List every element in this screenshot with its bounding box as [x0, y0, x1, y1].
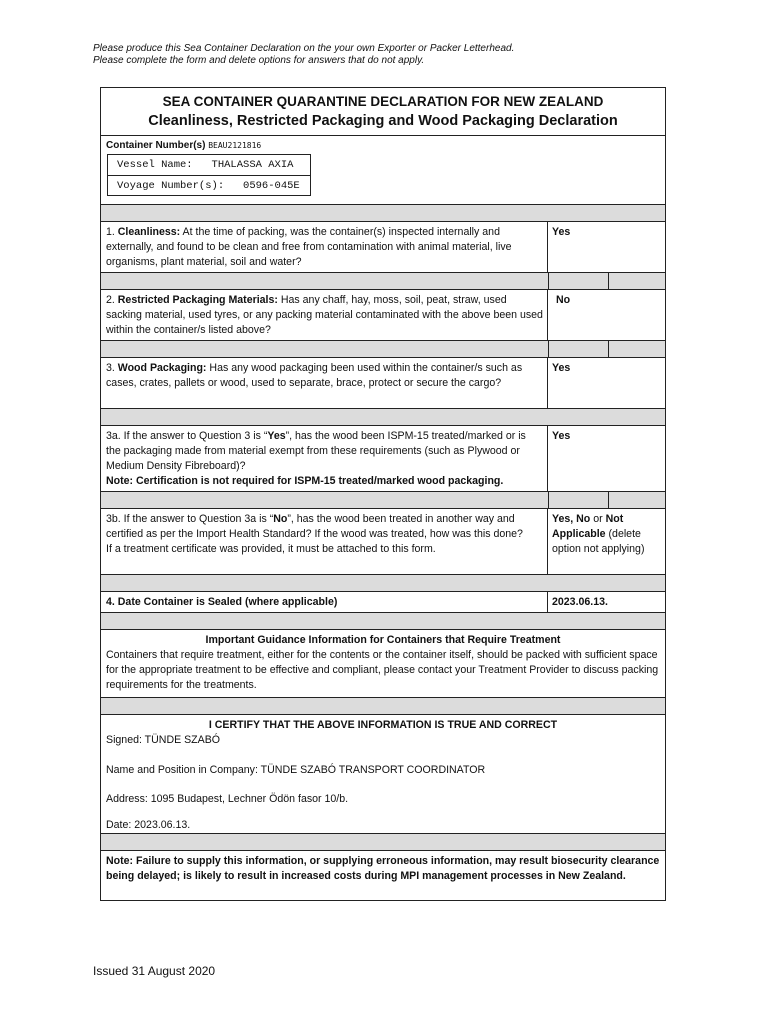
- question-1-answer[interactable]: Yes: [552, 226, 571, 238]
- question-3b-row: [101, 508, 665, 574]
- question-1-row: [101, 221, 665, 272]
- spacer-row: [101, 408, 665, 425]
- spacer-row: [101, 340, 665, 357]
- spacer-row: [101, 272, 665, 289]
- question-2-text: 2. Restricted Packaging Materials: Has any chaff, hay, moss, soil, peat, straw, used sacking material, used tyres, or any packing material contaminated with the above been used within the container/s listed above?: [101, 290, 548, 340]
- name-position-field[interactable]: Name and Position in Company: TÜNDE SZABÓ TRANSPORT COORDINATOR: [106, 764, 486, 776]
- instruction-line-1: Please produce this Sea Container Declaration on the your own Exporter or Packer Letterhead.: [93, 43, 515, 54]
- vessel-name-field[interactable]: Vessel Name: THALASSA AXIA: [108, 155, 310, 176]
- question-1-text: 1. Cleanliness: At the time of packing, was the container(s) inspected internally and externally, and found to be clean and free from contamination with animal material, live organisms, plant material, soil and water?: [101, 222, 548, 272]
- spacer-row: [101, 204, 665, 221]
- spacer-row: [101, 574, 665, 591]
- spacer-row: [101, 491, 665, 508]
- container-section: [101, 135, 665, 204]
- note-section: Note: Failure to supply this information, or supplying erroneous information, may result biosecurity clearance being delayed; is likely to result in increased costs during MPI management processes in New Zealand.: [101, 850, 665, 900]
- question-3a-text: 3a. If the answer to Question 3 is “Yes”, has the wood been ISPM-15 treated/marked or is the packaging made from material exempt from these requirements (such as Plywood or Medium Density Fibreboard)? Note: Certification is not required for ISPM-15 treated/marked wood packaging.: [101, 426, 548, 491]
- certification-section: [101, 714, 665, 833]
- certification-title: I CERTIFY THAT THE ABOVE INFORMATION IS TRUE AND CORRECT: [208, 719, 558, 731]
- question-3b-answer[interactable]: Yes, No or Not Applicable (delete option not applying): [552, 513, 645, 555]
- instructions: [93, 43, 514, 67]
- voyage-number-field[interactable]: Voyage Number(s): 0596-045E: [117, 180, 300, 192]
- question-3a-row: [101, 425, 665, 491]
- guidance-section: [101, 629, 665, 697]
- question-3-answer[interactable]: Yes: [552, 362, 571, 374]
- question-3b-text: 3b. If the answer to Question 3a is “No”, has the wood been treated in another way and certified as per the Import Health Standard? If the wood was treated, how was this done? If a treatment certificate was provided, it must be attached to this form.: [101, 509, 548, 574]
- issued-date: Issued 31 August 2020: [93, 964, 216, 978]
- question-3-row: [101, 357, 665, 408]
- instruction-line-2: Please complete the form and delete options for answers that do not apply.: [93, 55, 425, 66]
- question-3-text: 3. Wood Packaging: Has any wood packaging been used within the container/s such as cases, crates, pallets or wood, used to separate, brace, protect or secure the cargo?: [101, 358, 548, 408]
- vessel-box: [107, 154, 311, 196]
- container-number-value[interactable]: BEAU2121816: [208, 141, 262, 150]
- form-title: SEA CONTAINER QUARANTINE DECLARATION FOR NEW ZEALAND: [162, 94, 604, 109]
- spacer-row: [101, 833, 665, 850]
- question-2-row: [101, 289, 665, 340]
- question-3a-note: Note: Certification is not required for ISPM-15 treated/marked wood packaging.: [106, 475, 504, 487]
- guidance-text: Containers that require treatment, either for the contents or the container itself, should be packed with sufficient space for the appropriate treatment to be effective and compliant, please contact your Treatment Provider to discuss packing requirements for the treatments.: [106, 649, 659, 691]
- form-subtitle: Cleanliness, Restricted Packaging and Wood Packaging Declaration: [148, 113, 618, 129]
- signed-field[interactable]: Signed: TÜNDE SZABÓ: [106, 734, 221, 746]
- spacer-row: [101, 697, 665, 714]
- container-number-label: Container Number(s) BEAU2121816: [106, 140, 262, 151]
- guidance-title: Important Guidance Information for Containers that Require Treatment: [205, 634, 561, 646]
- question-4-text: 4. Date Container is Sealed (where applicable): [101, 592, 548, 612]
- question-4-row: [101, 591, 665, 612]
- date-field[interactable]: Date: 2023.06.13.: [106, 819, 191, 831]
- question-4-answer[interactable]: 2023.06.13.: [552, 596, 608, 608]
- question-2-answer[interactable]: No: [556, 294, 571, 306]
- form-header: [101, 88, 665, 135]
- address-field[interactable]: Address: 1095 Budapest, Lechner Ödön fasor 10/b.: [106, 793, 349, 805]
- spacer-row: [101, 612, 665, 629]
- declaration-form: [100, 87, 666, 901]
- question-3a-answer[interactable]: Yes: [552, 430, 571, 442]
